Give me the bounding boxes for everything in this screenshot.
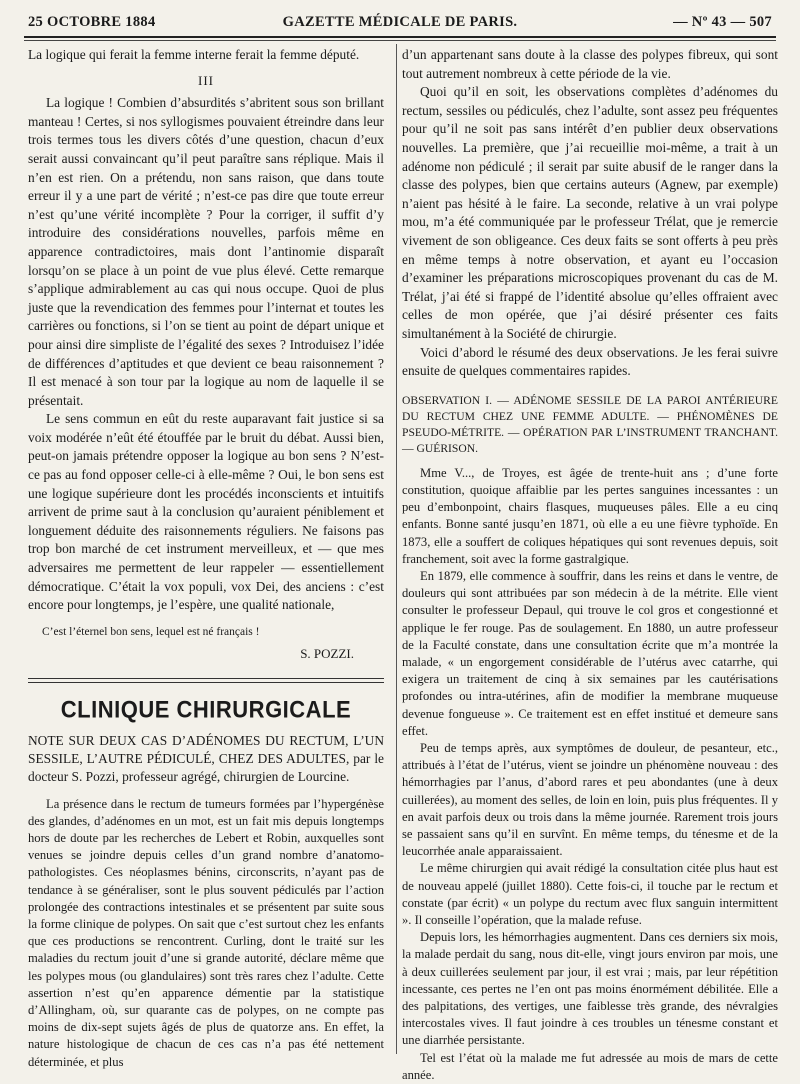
left-column — [28, 46, 384, 1071]
paragraph: Le même chirurgien qui avait rédigé la consultation citée plus haut est de nouveau appelé (juillet 1880). Cette fois-ci, il touche par le rectum et constate (par écrit) « un polype du rectum avec flux sanguin intermittent ». Il conseille l’opération, que la malade refuse. — [402, 861, 778, 927]
paragraph: La présence dans le rectum de tumeurs formées par l’hypergénèse des glandes, d’adénomes en un mot, est un fait mis depuis longtemps hors de doute par les recherches de Lebert et Robin, auxquelles sont venues se joindre depuis celles d’un grand nombre d’anatomo-pathologistes. Ces néoplasmes bénins, circonscrits, n’ayant pas de tendance à se généraliser, sont le plus souvent pédiculés par l’action prolongée des contractions intestinales et se présentent par suite sous la forme clinique de polypes. On sait que c’est surtout chez les enfants que ces productions se rencontrent. Curling, dont le traité sur les maladies du rectum jouit d’une si grande autorité, déclare même que les polypes mous (ou glandulaires) sont très rares chez l’adulte. Cette assertion n’est qu’en apparence démentie par la statistique d’Allingham, où, sur quarante cas de polypes, on ne compte pas moins de dix-sept sujets âgés de plus de quatorze ans. En effet, la nature histologique de chacun de ces cas n’a pas été nettement déterminée, et plus — [28, 796, 384, 1069]
paragraph: Depuis lors, les hémorrhagies augmentent. Dans ces derniers six mois, la malade perdait du sang, nous dit-elle, vingt jours environ par mois, une à deux cuillerées seulement par jour, il est vrai ; mais, par leur répétition incessante, ces pertes ne l’en ont pas moins énormément débilitée. Elle a des palpitations, des vertiges, une faiblesse très grande, des névralgies intercostales vives. Il faut joindre à ces troubles un ténesme constant et une diarrhée persistante. — [402, 930, 778, 1048]
author-signature: S. POZZI. — [300, 646, 354, 662]
paragraph: Quoi qu’il en soit, les observations complètes d’adénomes du rectum, sessiles ou pédiculés, chez l’adulte, sont assez peu fréquentes pour qu’il ne soit pas sans intérêt d’en publier deux observations nouvelles. La première, que j’ai recueillie moi-même, a trait à un adénome non pédiculé ; il serait par suite abusif de le ranger dans la classe des polypes, bien que certains auteurs (Agnew, par exemple) n’aient pas hésité à le faire. La seconde, relative à un vrai polype mou, m’a été communiquée par le professeur Trélat, que je remercie vivement de son obligeance. Ces deux faits se sont offerts à peu près en même temps à notre observation, et ayant eu l’occasion d’examiner les préparations microscopiques provenant du cas de M. Trélat, j’ai été si frappé de l’identité absolue qu’elles offraient avec celles de mon opérée, que j’ai désiré présenter ces faits simultanément à la Société de chirurgie. — [402, 84, 778, 341]
header-rule-thin — [24, 40, 776, 41]
journal-title: GAZETTE MÉDICALE DE PARIS. — [282, 14, 518, 30]
section-heading: CLINIQUE CHIRURGICALE — [60, 695, 352, 724]
article-subtitle: NOTE SUR DEUX CAS D’ADÉNOMES DU RECTUM, L’UN SESSILE, L’AUTRE PÉDICULÉ, CHEZ DES ADULTES, par le docteur S. Pozzi, professeur agrégé, chirurgien de Lourcine. — [28, 732, 384, 784]
observation-title: OBSERVATION I. — ADÉNOME SESSILE DE LA PAROI ANTÉRIEURE DU RECTUM CHEZ UNE FEMME ADULTE. — PHÉNOMÈNES DE PSEUDO-MÉTRITE. — OPÉRATION PAR L’INSTRUMENT TRANCHANT. — GUÉRISON. — [402, 393, 778, 455]
column-divider — [396, 44, 397, 1054]
paragraph: La logique qui ferait la femme interne ferait la femme député. — [28, 47, 360, 62]
section-number: III — [198, 72, 214, 88]
paragraph: Voici d’abord le résumé des deux observations. Je les ferai suivre ensuite de quelques commentaires rapides. — [402, 344, 778, 379]
paragraph: Tel est l’état où la malade me fut adressée au mois de mars de cette année. — [402, 1050, 778, 1082]
right-column — [402, 46, 778, 1084]
page-header — [28, 10, 772, 32]
paragraph: En 1879, elle commence à souffrir, dans les reins et dans le ventre, de douleurs qui sont attribuées par son médecin à de la métrite. Elle vient consulter le professeur Depaul, qui trouve le col gros et congestionné et applique le fer rouge. Pas de soulagement. En 1880, un autre professeur de la Faculté constate, dans une consultation écrite que m’a montrée la malade, « un engorgement considérable de l’utérus avec catarrhe, qui exigera un traitement de cinq à six semaines par les cautérisations profondes ou intra-utérines, afin de modifier la membrane muqueuse devenue fongueuse ». Ce traitement est en effet institué et demeure sans effet. — [402, 568, 778, 738]
verse-quote: C’est l’éternel bon sens, lequel est né français ! — [42, 625, 260, 638]
paragraph: Le sens commun en eût du reste auparavant fait justice si sa voix modérée n’eût été étouffée par le bruit du débat. Aussi bien, peut-on jamais prétendre opposer la logique au bon sens ? N’est-ce pas au fond opposer celle-ci à elle-même ? Oui, le bon sens est une logique supérieure dont les procédés inconscients et intuitifs arrivent de prime saut à la conclusion qu’auraient péniblement et longuement déduite des raisonnements réguliers. Ne faisons pas trop bon marché de cet instrument merveilleux, et — que mes adversaires me permettent de leur rappeler — essentiellement démocratique. C’était la vox populi, vox Dei, des anciens : c’est encore pour longtemps, je l’espère, une qualité nationale, — [28, 411, 384, 613]
issue-date: 25 OCTOBRE 1884 — [28, 14, 156, 30]
header-rule — [24, 36, 776, 38]
paragraph: La logique ! Combien d’absurdités s’abritent sous son brillant manteau ! Certes, si nos syllogismes pouvaient étreindre dans leur trois termes tous les divers côtés d’une question, chacun d’eux serait aussi convaincant qu’il peut paraître sans réplique. Mais il n’en est rien. On a prétendu, non sans raison, que dans toute erreur il y a une part de vérité ; n’est-ce pas dire que toute erreur n’est qu’une vérité incomplète ? Pour la corriger, il suffit d’y introduire des considérations nouvelles, parfois même en apparence contradictoires, mais dont l’antinomie disparaît lorsqu’on se place à un point de vue plus élevé. Cette remarque s’applique admirablement au cas qui nous occupe. Quoi de plus juste que la revendication des femmes pour l’internat et toutes les carrières ou fonctions, si l’on se tient au point de départ unique et pour ainsi dire simpliste de l’égalité des sexes ? Introduisez l’idée de différences d’aptitudes et que devient ce beau raisonnement ? Il est menacé à son tour par la logique au nom de laquelle il se présentait. — [28, 95, 384, 408]
section-separator — [28, 678, 384, 683]
paragraph: Peu de temps après, aux symptômes de douleur, de pesanteur, etc., attribués à l’état de l’utérus, vient se joindre un phénomène nouveau : des hémorrhagies par l’anus, d’abord rares et peu abondantes (une à deux cuillerées), au moment des selles, de loin en loin, puis plus fréquentes. Il y en avait parfois deux ou trois dans la même journée. Rarement trois jours se passaient sans qu’il en survînt. En même temps, du ténesme et de la leucorrhée anale apparaissaient. — [402, 740, 778, 859]
issue-number: — Nº 43 — 507 — [673, 14, 772, 30]
paragraph: d’un appartenant sans doute à la classe des polypes fibreux, qui sont tout autrement nombreux à cette période de la vie. — [402, 47, 778, 81]
paragraph: Mme V..., de Troyes, est âgée de trente-huit ans ; d’une forte constitution, quoique affaiblie par les pertes sanguines incessantes : un peu d’embonpoint, chairs flasques, muqueuses pâles. Elle a eu cinq enfants. Bonne santé jusqu’en 1871, où elle a eu une fièvre typhoïde. En 1873, elle a souffert de coliques hépatiques qui sont revenues depuis, soit franchement, soit avec la forme gastralgique. — [402, 465, 778, 566]
